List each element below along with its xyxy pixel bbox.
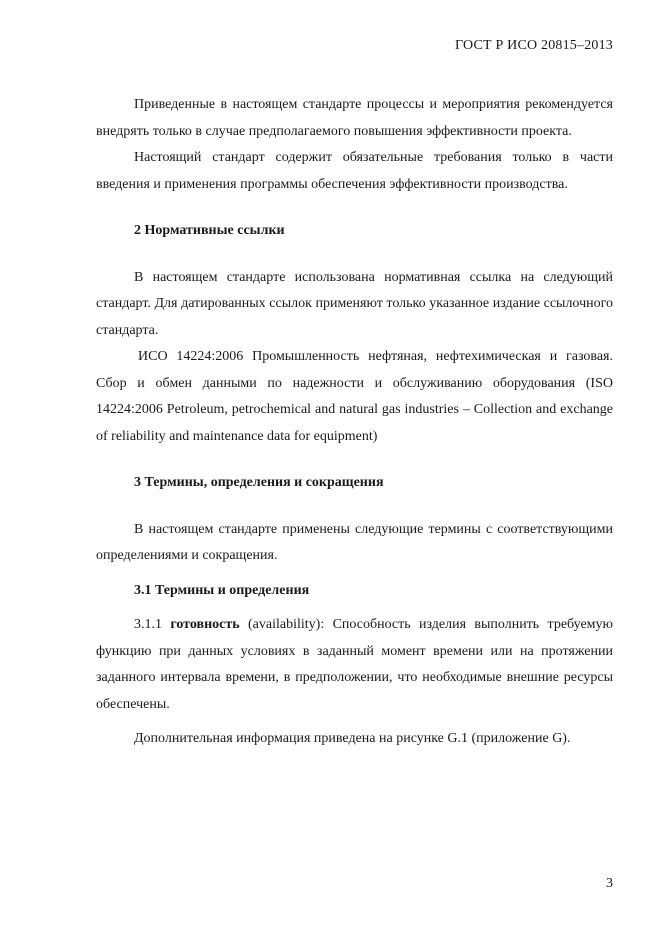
section-3-heading: 3 Термины, определения и сокращения bbox=[134, 475, 384, 490]
section-3-paragraph-1: В настоящем стандарте применены следующие термины с соответствующими определениями и сокращения. bbox=[96, 521, 613, 563]
term-english: (availability): bbox=[248, 617, 325, 632]
page-body bbox=[96, 92, 613, 753]
running-header: ГОСТ Р ИСО 20815–2013 bbox=[455, 38, 613, 53]
page-number: 3 bbox=[606, 876, 613, 891]
section-3-1-heading: 3.1 Термины и определения bbox=[134, 582, 310, 598]
term-text: Способность изделия выполнить требуемую функцию при данных условиях в заданный момент времени или на протяжении заданного интервала времени, в предположении, что необходимые внешние ресурсы обеспечены. bbox=[96, 617, 613, 712]
intro-paragraph-1: Приведенные в настоящем стандарте процессы и мероприятия рекомендуется внедрять только в случае предполагаемого повышения эффективности проекта. bbox=[96, 97, 613, 139]
intro-paragraph-2: Настоящий стандарт содержит обязательные требования только в части введения и применения программы обеспечения эффективности производства. bbox=[96, 150, 613, 192]
section-2-paragraph-1: В настоящем стандарте использована нормативная ссылка на следующий стандарт. Для датированных ссылок применяют только указанное издание ссылочного стандарта. bbox=[96, 269, 613, 338]
term-number: 3.1.1 bbox=[134, 617, 162, 632]
term-name: готовность bbox=[170, 617, 240, 632]
term-definition bbox=[96, 612, 613, 718]
normative-reference: ИСО 14224:2006 Промышленность нефтяная, нефтехимическая и газовая. Сбор и обмен данными по надежности и обслуживанию оборудования (ISO 14224:2006 Petroleum, petrochemical and natural gas industries – Collection and exchange of reliability and maintenance data for equipment) bbox=[96, 349, 613, 444]
section-2-heading: 2 Нормативные ссылки bbox=[134, 223, 285, 238]
term-note: Дополнительная информация приведена на рисунке G.1 (приложение G). bbox=[134, 731, 571, 746]
